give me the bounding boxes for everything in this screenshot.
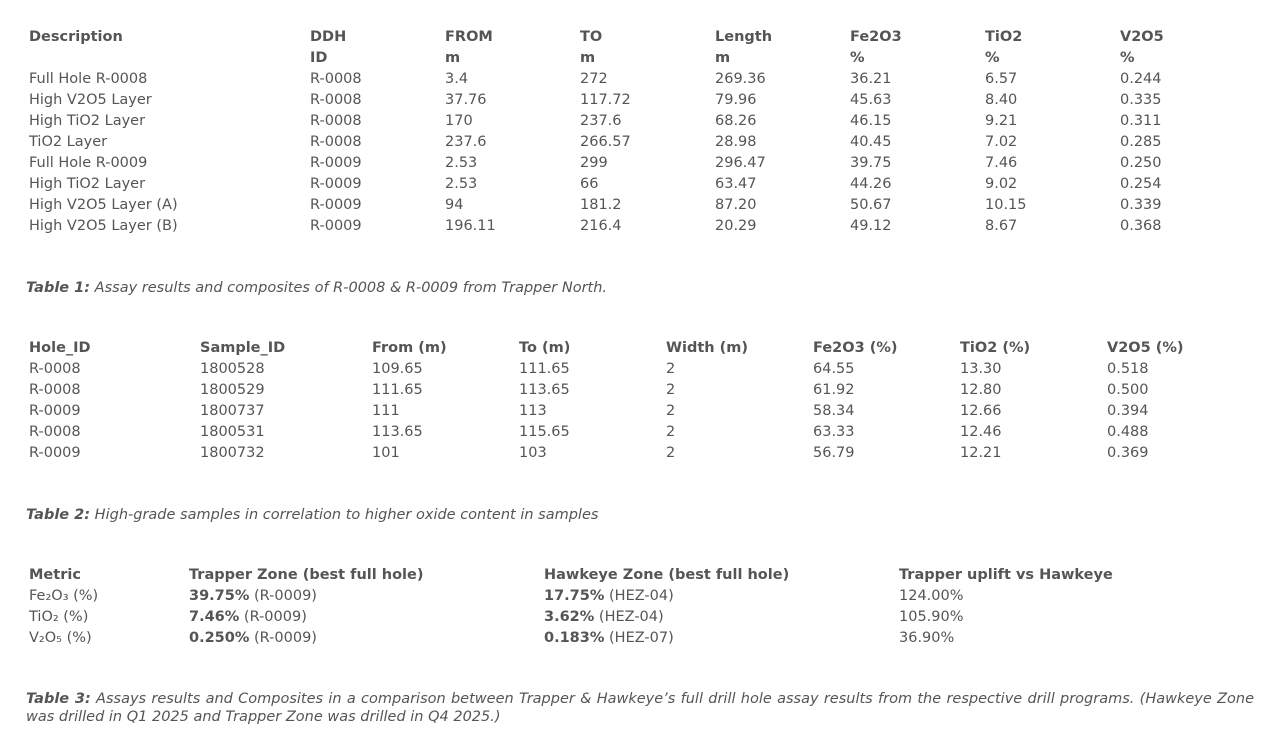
table-cell: 0.250: [1120, 155, 1162, 171]
table-cell: 115.65: [519, 424, 570, 440]
table1-units-cell: ID: [310, 50, 328, 66]
hawkeye-hole: (HEZ-07): [604, 630, 674, 646]
table1-header-cell: Fe2O3: [850, 29, 902, 45]
trapper-cell: [189, 607, 544, 628]
table-row: [29, 628, 1149, 649]
table1-units-cell: m: [715, 50, 731, 66]
table-cell: 1800732: [200, 445, 265, 461]
table2-header-cell: TiO2 (%): [960, 340, 1031, 356]
table1-units-cell: m: [445, 50, 461, 66]
table-cell: 0.394: [1107, 403, 1149, 419]
table1-header-cell: FROM: [445, 29, 493, 45]
table-cell: 9.21: [985, 113, 1018, 129]
table-row: [29, 153, 1210, 174]
trapper-hole: (R-0009): [239, 609, 307, 625]
table-cell: Full Hole R-0009: [29, 155, 148, 171]
table-cell: 170: [445, 113, 473, 129]
table-cell: 237.6: [580, 113, 622, 129]
table-cell: R-0008: [29, 361, 81, 377]
table3-header-cell: Trapper Zone (best full hole): [189, 567, 424, 583]
table1-units-row: [29, 48, 1210, 69]
table1-caption: [26, 279, 1254, 297]
table2-header-cell: To (m): [519, 340, 571, 356]
hawkeye-value: 3.62%: [544, 609, 595, 625]
table-row: [29, 359, 1207, 380]
table-cell: 2.53: [445, 176, 478, 192]
table-cell: 296.47: [715, 155, 766, 171]
table1-units-cell: m: [580, 50, 596, 66]
table-cell: 79.96: [715, 92, 757, 108]
table-row: [29, 132, 1210, 153]
table-cell: R-0008: [29, 424, 81, 440]
table-cell: 0.254: [1120, 176, 1162, 192]
table-cell: 6.57: [985, 71, 1018, 87]
table2-caption: [26, 506, 1254, 524]
assay-composites-table: [29, 27, 1210, 237]
table-cell: 63.33: [813, 424, 855, 440]
table-cell: R-0008: [29, 382, 81, 398]
table1-header-cell: TiO2: [985, 29, 1023, 45]
table-cell: 66: [580, 176, 599, 192]
table-cell: 94: [445, 197, 464, 213]
table-cell: 113.65: [372, 424, 423, 440]
table-row: [29, 111, 1210, 132]
table-cell: 50.67: [850, 197, 892, 213]
table-cell: 1800529: [200, 382, 265, 398]
table-cell: 44.26: [850, 176, 892, 192]
table-cell: 3.4: [445, 71, 469, 87]
table-cell: 28.98: [715, 134, 757, 150]
caption-text: Assays results and Composites in a comparison between Trapper & Hawkeye’s full drill hole assay results from the respective drill programs. (Hawkeye Zone was drilled in Q1 2025 and Trapper Zone was drilled in Q4 2025.): [26, 691, 1255, 725]
table-cell: R-0008: [310, 71, 362, 87]
caption-label: Table 1:: [26, 280, 91, 296]
table-cell: 12.21: [960, 445, 1002, 461]
table-row: [29, 607, 1149, 628]
table1-header-cell: V2O5: [1120, 29, 1164, 45]
table-cell: 117.72: [580, 92, 631, 108]
table-cell: High V2O5 Layer (B): [29, 218, 178, 234]
caption-label: Table 3:: [26, 691, 91, 707]
table-cell: 0.488: [1107, 424, 1149, 440]
table-cell: 40.45: [850, 134, 892, 150]
zone-comparison-table: [29, 565, 1149, 649]
table-cell: 87.20: [715, 197, 757, 213]
table-cell: R-0009: [29, 403, 81, 419]
table-cell: 109.65: [372, 361, 423, 377]
hawkeye-cell: [544, 628, 899, 649]
table-cell: R-0009: [29, 445, 81, 461]
table-cell: 37.76: [445, 92, 487, 108]
table-cell: R-0009: [310, 155, 362, 171]
table2-header-row: [29, 338, 1207, 359]
uplift-cell: 124.00%: [899, 588, 964, 604]
uplift-cell: 36.90%: [899, 630, 955, 646]
table1-header-cell: TO: [580, 29, 603, 45]
table3-header-row: [29, 565, 1149, 586]
table-cell: 7.46: [985, 155, 1018, 171]
table-row: [29, 443, 1207, 464]
table-cell: R-0008: [310, 134, 362, 150]
table-cell: 8.40: [985, 92, 1018, 108]
hawkeye-hole: (HEZ-04): [604, 588, 674, 604]
table3-caption: [26, 690, 1254, 726]
table-cell: 0.368: [1120, 218, 1162, 234]
caption-text: High-grade samples in correlation to higher oxide content in samples: [90, 507, 599, 523]
high-grade-samples-table: [29, 338, 1207, 464]
hawkeye-hole: (HEZ-04): [594, 609, 664, 625]
table-cell: 12.80: [960, 382, 1002, 398]
table-cell: 0.311: [1120, 113, 1162, 129]
table-cell: 39.75: [850, 155, 892, 171]
table2-header-cell: Fe2O3 (%): [813, 340, 898, 356]
table3-header-cell: Metric: [29, 567, 81, 583]
table-cell: 101: [372, 445, 400, 461]
table-cell: 7.02: [985, 134, 1018, 150]
table-cell: R-0008: [310, 92, 362, 108]
table-cell: TiO2 Layer: [29, 134, 108, 150]
hawkeye-value: 17.75%: [544, 588, 605, 604]
table-cell: 0.285: [1120, 134, 1162, 150]
table-cell: 2: [666, 382, 676, 398]
table-cell: 1800531: [200, 424, 265, 440]
table1-header-row: [29, 27, 1210, 48]
table3-header-cell: Trapper uplift vs Hawkeye: [899, 567, 1113, 583]
table-cell: 216.4: [580, 218, 622, 234]
table-cell: 111.65: [372, 382, 423, 398]
table2-header-cell: Hole_ID: [29, 340, 91, 356]
table-row: [29, 174, 1210, 195]
table1-units-cell: %: [985, 50, 1000, 66]
table-cell: 68.26: [715, 113, 757, 129]
table1-header-cell: Description: [29, 29, 123, 45]
table-cell: 0.339: [1120, 197, 1162, 213]
table1-units-cell: %: [1120, 50, 1135, 66]
trapper-cell: [189, 628, 544, 649]
table-cell: 13.30: [960, 361, 1002, 377]
table-cell: 0.518: [1107, 361, 1149, 377]
table1-units-cell: [29, 48, 310, 69]
hawkeye-cell: [544, 586, 899, 607]
table-cell: R-0009: [310, 218, 362, 234]
table-row: [29, 380, 1207, 401]
table-cell: R-0009: [310, 197, 362, 213]
table-cell: 196.11: [445, 218, 496, 234]
table-cell: 61.92: [813, 382, 855, 398]
metric-cell: V₂O₅ (%): [29, 630, 92, 646]
table-cell: 45.63: [850, 92, 892, 108]
table-cell: 56.79: [813, 445, 855, 461]
table-cell: 266.57: [580, 134, 631, 150]
table-cell: 0.500: [1107, 382, 1149, 398]
table-cell: 0.244: [1120, 71, 1162, 87]
table1-units-cell: %: [850, 50, 865, 66]
table2-header-cell: Width (m): [666, 340, 749, 356]
trapper-cell: [189, 586, 544, 607]
table-cell: 299: [580, 155, 608, 171]
table-cell: 0.335: [1120, 92, 1162, 108]
hawkeye-value: 0.183%: [544, 630, 605, 646]
table-row: [29, 401, 1207, 422]
table-cell: 20.29: [715, 218, 757, 234]
table2-header-cell: V2O5 (%): [1107, 340, 1184, 356]
uplift-cell: 105.90%: [899, 609, 964, 625]
table-cell: 237.6: [445, 134, 487, 150]
table-cell: 2: [666, 403, 676, 419]
table-row: [29, 195, 1210, 216]
table-cell: 113: [519, 403, 547, 419]
table-row: [29, 90, 1210, 111]
table-cell: 63.47: [715, 176, 757, 192]
table-cell: 10.15: [985, 197, 1027, 213]
table2-header-cell: Sample_ID: [200, 340, 286, 356]
table-cell: High TiO2 Layer: [29, 176, 146, 192]
table-cell: 46.15: [850, 113, 892, 129]
table-cell: High TiO2 Layer: [29, 113, 146, 129]
table-cell: 1800737: [200, 403, 265, 419]
trapper-value: 0.250%: [189, 630, 250, 646]
trapper-value: 39.75%: [189, 588, 250, 604]
hawkeye-cell: [544, 607, 899, 628]
table2-header-cell: From (m): [372, 340, 447, 356]
table-cell: 58.34: [813, 403, 855, 419]
table-row: [29, 69, 1210, 90]
table-cell: 103: [519, 445, 547, 461]
table-cell: 64.55: [813, 361, 855, 377]
table-cell: R-0009: [310, 176, 362, 192]
table-cell: 2: [666, 424, 676, 440]
caption-label: Table 2:: [26, 507, 91, 523]
metric-cell: TiO₂ (%): [29, 609, 89, 625]
table-cell: High V2O5 Layer (A): [29, 197, 178, 213]
table-row: [29, 422, 1207, 443]
table1-header-cell: DDH: [310, 29, 347, 45]
trapper-hole: (R-0009): [249, 630, 317, 646]
table-cell: 12.66: [960, 403, 1002, 419]
table-cell: 36.21: [850, 71, 892, 87]
table-cell: Full Hole R-0008: [29, 71, 148, 87]
trapper-value: 7.46%: [189, 609, 240, 625]
table-cell: 2: [666, 445, 676, 461]
table-cell: 181.2: [580, 197, 622, 213]
table-row: [29, 586, 1149, 607]
trapper-hole: (R-0009): [249, 588, 317, 604]
table-cell: 111: [372, 403, 400, 419]
table-row: [29, 216, 1210, 237]
metric-cell: Fe₂O₃ (%): [29, 588, 99, 604]
table-cell: 9.02: [985, 176, 1018, 192]
table-cell: 2.53: [445, 155, 478, 171]
table-cell: 2: [666, 361, 676, 377]
table-cell: R-0008: [310, 113, 362, 129]
table-cell: 111.65: [519, 361, 570, 377]
table-cell: 12.46: [960, 424, 1002, 440]
table-cell: 113.65: [519, 382, 570, 398]
table-cell: 49.12: [850, 218, 892, 234]
table-cell: 8.67: [985, 218, 1018, 234]
table-cell: 1800528: [200, 361, 265, 377]
table-cell: High V2O5 Layer: [29, 92, 152, 108]
table3-header-cell: Hawkeye Zone (best full hole): [544, 567, 790, 583]
table1-header-cell: Length: [715, 29, 773, 45]
caption-text: Assay results and composites of R-0008 & R-0009 from Trapper North.: [90, 280, 608, 296]
table-cell: 272: [580, 71, 608, 87]
table-cell: 0.369: [1107, 445, 1149, 461]
table-cell: 269.36: [715, 71, 766, 87]
